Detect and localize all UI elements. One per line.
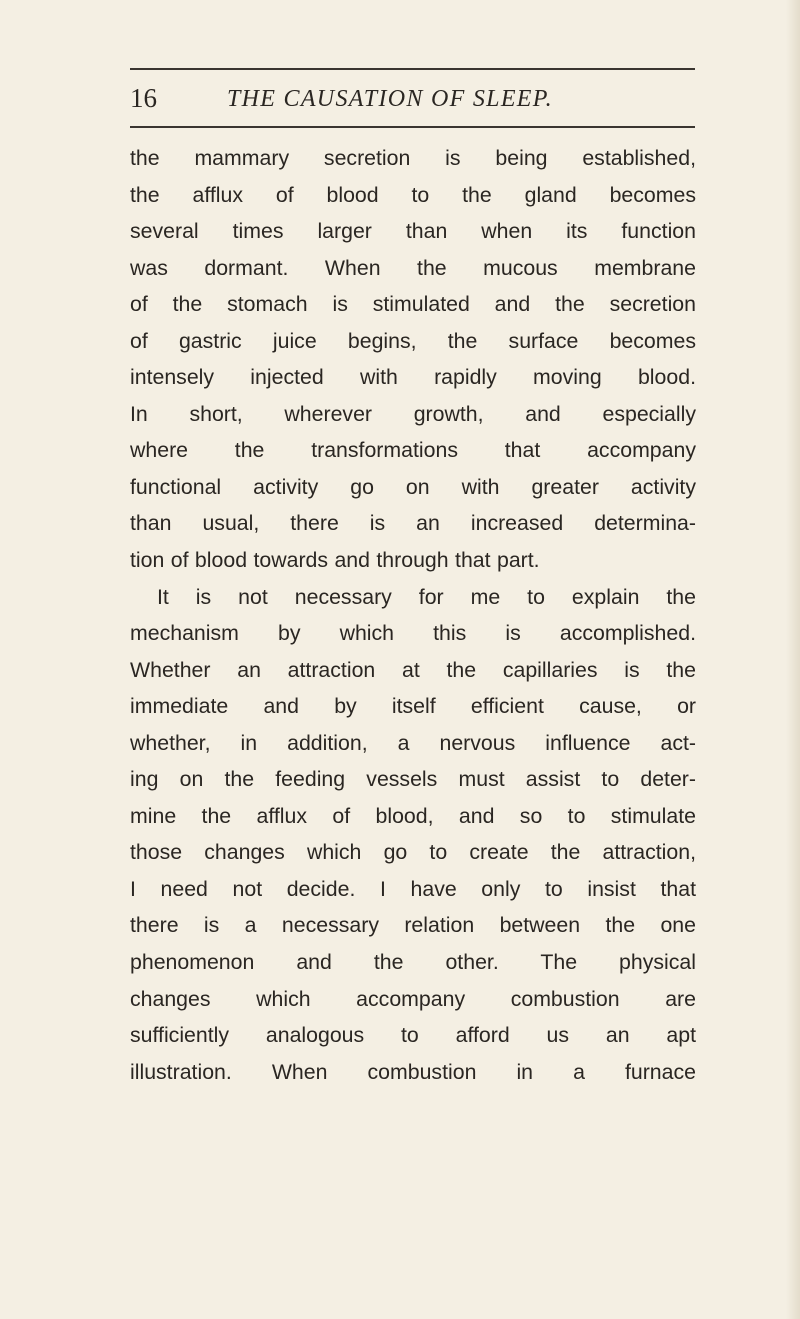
running-title: THE CAUSATION OF SLEEP. bbox=[227, 86, 553, 112]
text-line: the mammary secretion is being established, bbox=[130, 146, 696, 170]
text-line: was dormant. When the mucous membrane bbox=[130, 255, 696, 280]
text-line: phenomenon and the other. The physical bbox=[130, 950, 696, 975]
page-number: 16 bbox=[130, 83, 157, 113]
text-line: mine the afflux of blood, and so to stimulate bbox=[130, 803, 696, 828]
text-line: ing on the feeding vessels must assist to deter- bbox=[130, 767, 696, 792]
header-bottom-rule bbox=[130, 126, 695, 128]
header-top-rule bbox=[130, 68, 695, 70]
text-line: tion of blood towards and through that part. bbox=[130, 548, 540, 573]
text-line: functional activity go on with greater activity bbox=[130, 474, 696, 499]
text-line: illustration. When combustion in a furnace bbox=[130, 1059, 696, 1084]
page-edge-shadow bbox=[786, 0, 800, 1319]
text-line: mechanism by which this is accomplished. bbox=[130, 621, 696, 646]
text-line: I need not decide. I have only to insist that bbox=[130, 876, 696, 901]
running-head bbox=[130, 82, 695, 118]
text-line: In short, wherever growth, and especially bbox=[130, 401, 696, 426]
text-line: sufficiently analogous to afford us an apt bbox=[130, 1023, 696, 1048]
paragraph-start-line: It is not necessary for me to explain the bbox=[157, 584, 696, 609]
text-line: intensely injected with rapidly moving blood. bbox=[130, 365, 696, 390]
text-line: several times larger than when its function bbox=[130, 219, 696, 244]
text-line: than usual, there is an increased determina- bbox=[130, 511, 696, 536]
text-line: immediate and by itself efficient cause, or bbox=[130, 694, 696, 719]
text-line: of gastric juice begins, the surface becomes bbox=[130, 328, 696, 353]
text-line: the afflux of blood to the gland becomes bbox=[130, 182, 696, 207]
text-line: whether, in addition, a nervous influence act- bbox=[130, 730, 696, 755]
body-text bbox=[130, 140, 696, 1090]
text-line: those changes which go to create the attraction, bbox=[130, 840, 696, 865]
text-line: of the stomach is stimulated and the secretion bbox=[130, 292, 696, 317]
text-line: there is a necessary relation between the one bbox=[130, 913, 696, 938]
text-line: Whether an attraction at the capillaries is the bbox=[130, 657, 696, 682]
text-line: changes which accompany combustion are bbox=[130, 986, 696, 1011]
text-line: where the transformations that accompany bbox=[130, 438, 696, 463]
